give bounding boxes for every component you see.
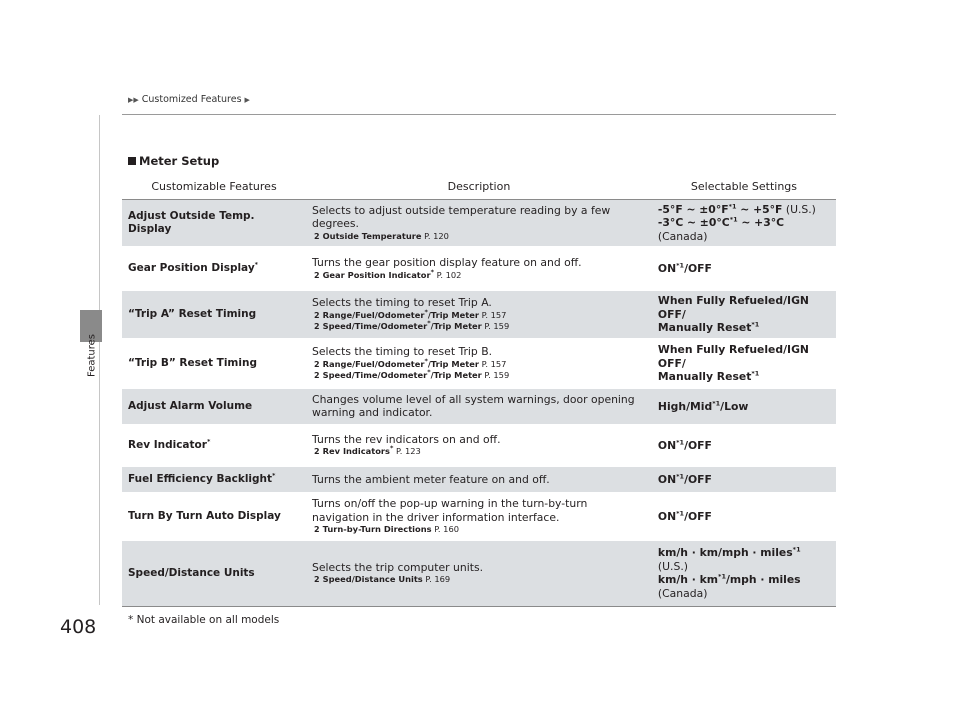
selectable-settings xyxy=(652,466,836,492)
setting-line: High/Mid$^{*1}$/Low xyxy=(657,399,749,413)
description-text: Turns on/off the pop-up warning in the turn-by-turn navigation in the driver information interface. xyxy=(312,497,588,524)
feature-description xyxy=(306,247,652,291)
section-title xyxy=(128,154,219,168)
selectable-settings xyxy=(652,492,836,540)
reference-arrow-icon: 2 xyxy=(314,322,320,332)
feature-name: Fuel Efficiency Backlight* xyxy=(122,466,306,492)
page-reference-link[interactable]: 2 Range/Fuel/Odometer*/Trip Meter P. 157 xyxy=(314,356,507,369)
feature-name: Rev Indicator* xyxy=(122,424,306,466)
section-title-text: Meter Setup xyxy=(139,154,220,168)
page-reference-link[interactable]: 2 Speed/Time/Odometer*/Trip Meter P. 159 xyxy=(314,319,510,332)
selectable-settings xyxy=(652,247,836,291)
breadcrumb xyxy=(128,94,250,105)
table-header-row xyxy=(122,173,836,200)
meter-setup-table xyxy=(122,173,836,607)
table-row xyxy=(122,247,836,291)
feature-description xyxy=(306,424,652,466)
page-reference-link[interactable]: 2 Outside Temperature P. 120 xyxy=(314,230,449,241)
page-reference-link[interactable]: 2 Speed/Time/Odometer*/Trip Meter P. 159 xyxy=(314,368,510,381)
description-text: Selects the timing to reset Trip B. xyxy=(312,345,493,359)
feature-name: Adjust Alarm Volume xyxy=(122,388,306,424)
breadcrumb-arrow-icon: ▶ xyxy=(244,95,250,104)
page-number: 408 xyxy=(60,616,97,638)
description-text: Selects the timing to reset Trip A. xyxy=(312,296,492,310)
page-reference-link[interactable]: 2 Speed/Distance Units P. 169 xyxy=(314,574,451,585)
table-row xyxy=(122,424,836,466)
breadcrumb-arrow-icon: ▶▶ xyxy=(128,95,139,104)
table-row xyxy=(122,466,836,492)
table-row xyxy=(122,540,836,606)
description-text: Turns the gear position display feature on and off. xyxy=(312,256,582,270)
feature-name: Adjust Outside Temp. Display xyxy=(122,200,306,247)
description-text: Turns the ambient meter feature on and off. xyxy=(312,472,550,486)
table-row xyxy=(122,492,836,540)
selectable-settings xyxy=(652,424,836,466)
setting-line: (U.S.) xyxy=(657,559,688,573)
column-header: Selectable Settings xyxy=(652,173,836,200)
feature-description xyxy=(306,492,652,540)
table-row xyxy=(122,200,836,247)
side-rule xyxy=(99,115,100,605)
setting-line: When Fully Refueled/IGN OFF/ xyxy=(657,343,809,370)
feature-name: “Trip B” Reset Timing xyxy=(122,338,306,388)
table-row xyxy=(122,388,836,424)
feature-description xyxy=(306,200,652,247)
column-header: Customizable Features xyxy=(122,173,306,200)
page-reference-link[interactable]: 2 Gear Position Indicator* P. 102 xyxy=(314,268,462,280)
setting-line: When Fully Refueled/IGN OFF/ xyxy=(657,294,809,321)
page-reference-link[interactable]: 2 Range/Fuel/Odometer*/Trip Meter P. 157 xyxy=(314,308,507,320)
description-text: Turns the rev indicators on and off. xyxy=(312,432,501,446)
description-text: Selects to adjust outside temperature reading by a few degrees. xyxy=(312,203,611,231)
setting-line: -3°C ~ $\pm 0^\circ C^{*1}$ ~ +3°C (Canada) xyxy=(657,215,785,243)
reference-arrow-icon: 2 xyxy=(314,447,320,457)
setting-line: ON$^{*1}$/OFF xyxy=(657,509,712,523)
reference-arrow-icon: 2 xyxy=(314,231,320,241)
table-row xyxy=(122,291,836,338)
setting-line: ON$^{*1}$/OFF xyxy=(657,472,712,486)
selectable-settings xyxy=(652,388,836,424)
feature-name: “Trip A” Reset Timing xyxy=(122,291,306,338)
reference-arrow-icon: 2 xyxy=(314,359,320,369)
reference-arrow-icon: 2 xyxy=(314,575,320,585)
page-reference-link[interactable]: 2 Turn-by-Turn Directions P. 160 xyxy=(314,524,460,535)
feature-description xyxy=(306,338,652,388)
feature-description xyxy=(306,388,652,424)
page-reference-link[interactable]: 2 Rev Indicators* P. 123 xyxy=(314,444,421,457)
header-rule xyxy=(122,114,836,115)
setting-line: -5°F ~ $\pm 0^\circ F^{*1}$ ~ +5°F (U.S.) xyxy=(657,202,816,216)
feature-description xyxy=(306,291,652,338)
breadcrumb-label[interactable]: Customized Features xyxy=(141,94,242,105)
setting-line: $km/h \cdot km^{*1}$/mph · miles xyxy=(657,572,801,587)
feature-description xyxy=(306,466,652,492)
footnote: * Not available on all models xyxy=(128,614,280,626)
setting-line: Manually Reset$^{*1}$ xyxy=(657,369,760,384)
setting-line: km/h · km/mph · miles$^{*1}$ xyxy=(657,545,801,560)
feature-name: Speed/Distance Units xyxy=(122,540,306,606)
selectable-settings xyxy=(652,291,836,338)
reference-arrow-icon: 2 xyxy=(314,270,320,280)
selectable-settings xyxy=(652,200,836,247)
table-row xyxy=(122,338,836,388)
feature-description xyxy=(306,540,652,606)
feature-name: Gear Position Display* xyxy=(122,247,306,291)
feature-name: Turn By Turn Auto Display xyxy=(122,492,306,540)
reference-arrow-icon: 2 xyxy=(314,525,320,535)
selectable-settings xyxy=(652,540,836,606)
setting-line: (Canada) xyxy=(657,586,708,600)
selectable-settings xyxy=(652,338,836,388)
setting-line: ON$^{*1}$/OFF xyxy=(657,438,712,452)
setting-line: Manually Reset$^{*1}$ xyxy=(657,320,760,335)
reference-arrow-icon: 2 xyxy=(314,371,320,381)
description-text: Selects the trip computer units. xyxy=(312,560,483,574)
reference-arrow-icon: 2 xyxy=(314,310,320,320)
description-text: Changes volume level of all system warnings, door opening warning and indicator. xyxy=(312,392,635,420)
square-bullet-icon xyxy=(128,157,136,165)
column-header: Description xyxy=(306,173,652,200)
setting-line: ON$^{*1}$/OFF xyxy=(657,261,712,276)
